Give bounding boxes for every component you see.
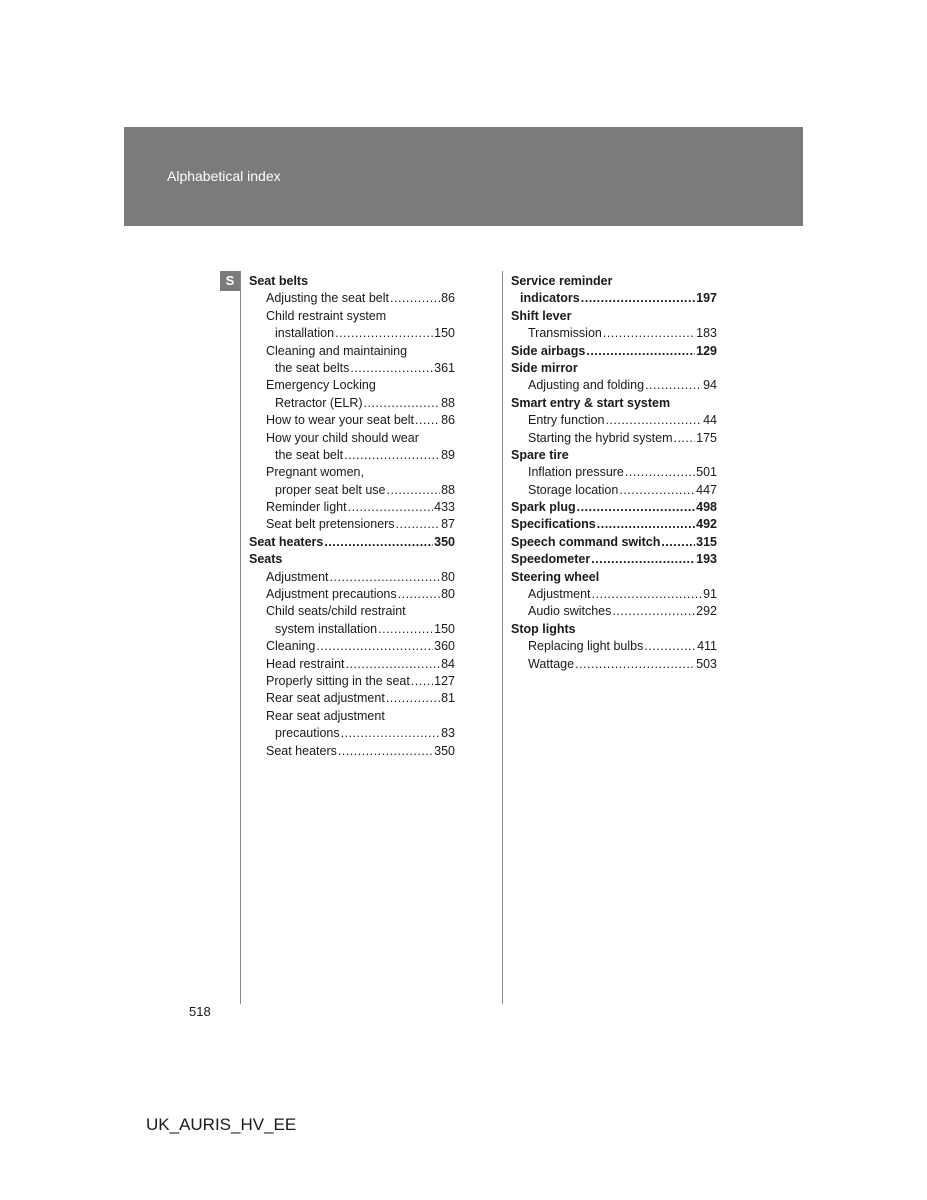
index-entry-page: 350 (434, 534, 455, 549)
index-entry-text: Shift lever (511, 308, 572, 323)
index-entry (249, 725, 455, 742)
index-entry-text: Seats (249, 552, 283, 567)
index-entry-text: Audio switches (528, 604, 612, 619)
index-entry-text: Seat belts (249, 274, 309, 288)
index-entry-text: Head restraint (266, 656, 345, 671)
index-entry-text: Rear seat adjustment (266, 708, 385, 723)
index-entry-text: Child seats/child restraint (266, 604, 406, 619)
index-entry-page: 127 (434, 673, 455, 688)
index-entry-text: Spark plug (511, 500, 576, 515)
index-entry-page: 501 (696, 465, 717, 480)
index-entry-page: 86 (441, 413, 455, 428)
index-entry-text: Adjustment (266, 569, 329, 584)
index-entry-page: 80 (441, 569, 455, 584)
dot-leader (324, 534, 433, 551)
index-entry-page: 87 (441, 517, 455, 532)
dot-leader (350, 360, 433, 377)
index-entry-text: Adjusting the seat belt (266, 291, 389, 306)
index-entry-text: Transmission (528, 326, 602, 341)
index-entry-page: 433 (434, 500, 455, 515)
index-entry (249, 743, 455, 760)
dot-leader (575, 656, 695, 673)
index-entry-text: How your child should wear (266, 430, 419, 445)
index-entry-text: Cleaning and maintaining (266, 343, 408, 358)
index-entry (511, 603, 717, 620)
index-entry-text: the seat belt (275, 447, 344, 462)
index-entry-page: 88 (441, 482, 455, 497)
index-entry-text: Stop lights (511, 621, 576, 636)
index-entry-page: 89 (441, 447, 455, 462)
dot-leader (396, 516, 441, 533)
index-entry-page: 86 (441, 291, 455, 306)
index-entry-page: 150 (434, 621, 455, 636)
left-column-rule (240, 271, 241, 1004)
index-entry-page: 175 (696, 430, 717, 445)
index-entry-text: Speech command switch (511, 534, 661, 549)
dot-leader (338, 743, 433, 760)
index-entry-text: Specifications (511, 517, 596, 532)
index-entry (511, 464, 717, 481)
index-entry-text: Smart entry & start system (511, 395, 671, 410)
index-entry-text: Adjusting and folding (528, 378, 645, 393)
index-entry-text: the seat belts (275, 360, 350, 375)
index-entry (511, 273, 717, 290)
dot-leader (344, 447, 440, 464)
index-entry-text: Rear seat adjustment (266, 691, 385, 706)
dot-leader (386, 690, 440, 707)
right-column-rule (502, 271, 503, 1004)
dot-leader (597, 516, 695, 533)
index-entry (249, 325, 455, 342)
index-entry-page: 361 (434, 360, 455, 375)
index-entry-text: Emergency Locking (266, 378, 376, 393)
index-entry-text: Cleaning (266, 639, 316, 654)
index-entry-text: Entry function (528, 413, 605, 428)
index-entry (249, 656, 455, 673)
index-entry (511, 638, 717, 655)
dot-leader (335, 325, 433, 342)
index-entry-text: Storage location (528, 482, 619, 497)
page-number: 518 (189, 1004, 211, 1019)
index-entry-text: Side mirror (511, 360, 578, 375)
index-entry (249, 360, 455, 377)
index-entry-page: 88 (441, 395, 455, 410)
index-entry-text: Steering wheel (511, 569, 600, 584)
dot-leader (348, 499, 434, 516)
index-entry-page: 83 (441, 726, 455, 741)
index-entry-text: Properly sitting in the seat (266, 673, 410, 688)
index-entry-page: 492 (696, 517, 717, 532)
index-entry (249, 569, 455, 586)
index-entry-text: Seat heaters (249, 534, 324, 549)
dot-leader (415, 412, 440, 429)
dot-leader (661, 534, 695, 551)
index-entry-page: 91 (703, 587, 717, 602)
index-entry (511, 656, 717, 673)
index-entry (249, 673, 455, 690)
page-title: Alphabetical index (167, 168, 281, 184)
index-entry-text: Starting the hybrid system (528, 430, 673, 445)
index-entry (511, 551, 717, 568)
index-entry (511, 377, 717, 394)
dot-leader (603, 325, 695, 342)
index-entry (249, 516, 455, 533)
index-entry (511, 325, 717, 342)
dot-leader (586, 343, 695, 360)
index-entry (249, 534, 455, 551)
index-entry-page: 315 (696, 534, 717, 549)
index-entry (249, 482, 455, 499)
index-entry-page: 350 (434, 743, 455, 758)
header-band (124, 127, 803, 226)
dot-leader (364, 395, 441, 412)
dot-leader (674, 430, 696, 447)
index-entry (249, 377, 455, 394)
dot-leader (398, 586, 440, 603)
index-entry-page: 193 (696, 552, 717, 567)
dot-leader (577, 499, 696, 516)
index-entry (511, 534, 717, 551)
index-entry-page: 150 (434, 326, 455, 341)
dot-leader (592, 586, 703, 603)
dot-leader (411, 673, 433, 690)
index-entry-page: 360 (434, 639, 455, 654)
index-entry (511, 308, 717, 325)
index-entry-page: 447 (696, 482, 717, 497)
index-entry-page: 94 (703, 378, 717, 393)
index-entry (511, 290, 717, 307)
index-entry-text: installation (275, 326, 335, 341)
index-entry (249, 690, 455, 707)
index-entry-text: Seat belt pretensioners (266, 517, 395, 532)
index-entry-text: Adjustment (528, 587, 591, 602)
index-entry (249, 621, 455, 638)
index-entry-text: Replacing light bulbs (528, 639, 644, 654)
index-entry (511, 447, 717, 464)
index-entry-page: 44 (703, 413, 717, 428)
index-entry (511, 569, 717, 586)
index-entry-page: 197 (696, 291, 717, 306)
dot-leader (619, 482, 695, 499)
index-entry (511, 482, 717, 499)
index-entry (511, 516, 717, 533)
index-entry-text: precautions (275, 726, 340, 741)
index-entry-text: Reminder light (266, 500, 347, 515)
index-entry (511, 430, 717, 447)
index-entry (249, 273, 455, 290)
index-entry-text: Side airbags (511, 343, 586, 358)
dot-leader (591, 551, 695, 568)
index-entry (249, 603, 455, 620)
index-entry (249, 551, 455, 568)
index-entry-text: Wattage (528, 656, 575, 671)
index-entry-text: Spare tire (511, 447, 569, 462)
dot-leader (316, 638, 433, 655)
index-entry (249, 464, 455, 481)
dot-leader (387, 482, 441, 499)
dot-leader (644, 638, 696, 655)
index-entry-text: Retractor (ELR) (275, 395, 363, 410)
index-entry (511, 360, 717, 377)
footer-document-code: UK_AURIS_HV_EE (146, 1115, 297, 1134)
index-entry (511, 395, 717, 412)
index-entry (511, 412, 717, 429)
index-entry (249, 586, 455, 603)
index-entry-page: 411 (697, 639, 717, 654)
index-entry-page: 81 (441, 691, 455, 706)
dot-leader (612, 603, 695, 620)
index-entry-text: Seat heaters (266, 743, 337, 758)
dot-leader (605, 412, 702, 429)
dot-leader (378, 621, 433, 638)
index-entry (249, 290, 455, 307)
index-entry-page: 498 (696, 500, 717, 515)
index-entry-text: indicators (520, 291, 580, 306)
index-entry-page: 84 (441, 656, 455, 671)
index-entry-text: How to wear your seat belt (266, 413, 414, 428)
dot-leader (341, 725, 440, 742)
dot-leader (625, 464, 695, 481)
index-entry (249, 447, 455, 464)
dot-leader (390, 290, 440, 307)
index-entry-text: Child restraint system (266, 308, 387, 323)
index-entry-text: Speedometer (511, 552, 591, 567)
index-entry (249, 499, 455, 516)
dot-leader (346, 656, 441, 673)
index-entry (249, 412, 455, 429)
index-entry (511, 621, 717, 638)
index-entry (249, 708, 455, 725)
index-entry-page: 183 (696, 326, 717, 341)
index-entry-page: 503 (696, 656, 717, 671)
index-entry-text: Pregnant women, (266, 465, 364, 480)
index-entry (249, 395, 455, 412)
index-entry (249, 430, 455, 447)
index-entry-text: Adjustment precautions (266, 587, 397, 602)
index-entry (249, 638, 455, 655)
index-entry (249, 308, 455, 325)
dot-leader (330, 569, 441, 586)
index-entry (249, 343, 455, 360)
index-entry-text: Service reminder (511, 274, 613, 288)
index-entry (511, 499, 717, 516)
index-entry-text: proper seat belt use (275, 482, 386, 497)
index-entry (511, 586, 717, 603)
section-letter-tab: S (220, 271, 240, 291)
dot-leader (581, 290, 695, 307)
index-entry-text: Inflation pressure (528, 465, 624, 480)
index-entry-page: 129 (696, 343, 717, 358)
index-entry-page: 80 (441, 587, 455, 602)
index-entry-text: system installation (275, 621, 378, 636)
index-entry (511, 343, 717, 360)
index-column-right (511, 273, 717, 673)
index-column-left (249, 273, 455, 760)
dot-leader (645, 377, 702, 394)
index-entry-page: 292 (696, 604, 717, 619)
